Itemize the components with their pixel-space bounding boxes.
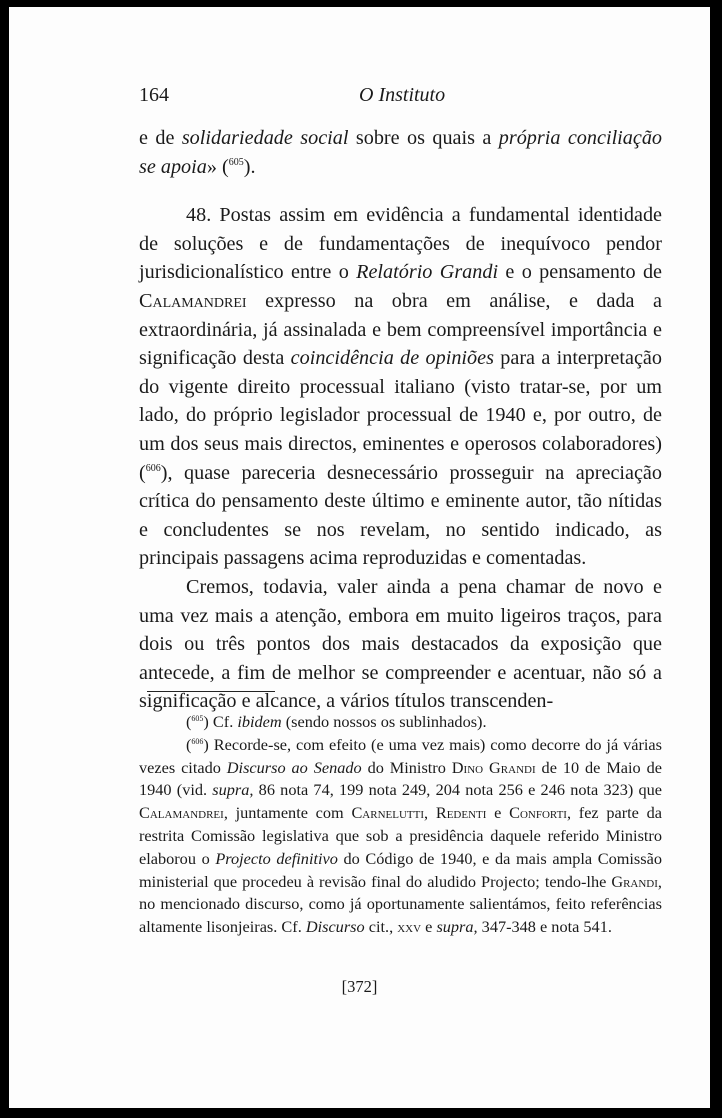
body-text [139, 124, 662, 716]
footnote-606: ($^{606}$) Recorde-se, com efeito (e uma vez mais) como decorre do já várias vezes citado Discurso ao Senado do Ministro Dino Grandi de 10 de Maio de 1940 (vid. supra, 86 nota 74, 199 nota 249, 204 nota 256 e 246 nota 323) que Calamandrei, juntamente com Carnelutti, Redenti e Conforti, fez parte da restrita Comissão legislativa que sob a presidência daquele referido Ministro elaborou o Projecto definitivo do Código de 1940, e da mais ampla Comissão ministerial que procedeu à revisão final do aludido Projecto; tendo-lhe Grandi, no mencionado discurso, como já oportunamente salientámos, feito referências altamente lisonjeiras. Cf. Discurso cit., xxv e supra, 347-348 e nota 541. [139, 734, 663, 937]
paragraph-cremos: Cremos, todavia, valer ainda a pena chamar de novo e uma vez mais a atenção, embora em muito ligeiros traços, para dois ou três pontos dos mais destacados da exposição que antecede, a fim de melhor se compreender e acentuar, não só a significação e alcance, a vários títulos transcenden- [139, 575, 662, 713]
footnote-ref-606: 606 [145, 462, 161, 474]
paragraph-48: 48. Postas assim em evidência a fundamental identidade de soluções e de fundamentações de inequívoco pendor jurisdicionalístico entre o Relatório Grandi e o pensamento de Calamandrei expresso na obra em análise, e dada a extraordinária, já assinalada e bem compreensível importância e significação desta coincidência de opiniões para a interpretação do vigente direito processual italiano (visto tratar-se, por um lado, do próprio legislador processual de 1940 e, por outro, de um dos seus mais directos, eminentes e operosos colaboradores) ($^{606}$), quase pareceria desnecessário prosseguir na apreciação crítica do pensamento deste último e eminente autor, tão nítidas e concludentes se nos revelam, no sentido indicado, as principais passagens acima reproduzidas e comentadas. [139, 204, 662, 570]
bottom-folio: [372] [341, 977, 378, 996]
page-number: 164 [139, 84, 169, 106]
footnote-separator [147, 691, 275, 692]
book-page [9, 7, 710, 1108]
footnote-605: ($^{605}$) Cf. ibidem (sendo nossos os sublinhados). [186, 712, 487, 731]
footnote-ref-605: 605 [228, 156, 244, 168]
running-title: O Instituto [359, 84, 446, 106]
footnotes [139, 711, 662, 939]
paragraph-continuation: e de solidariedade social sobre os quais a própria conciliação se apoia» ($^{605}$). [139, 127, 663, 178]
